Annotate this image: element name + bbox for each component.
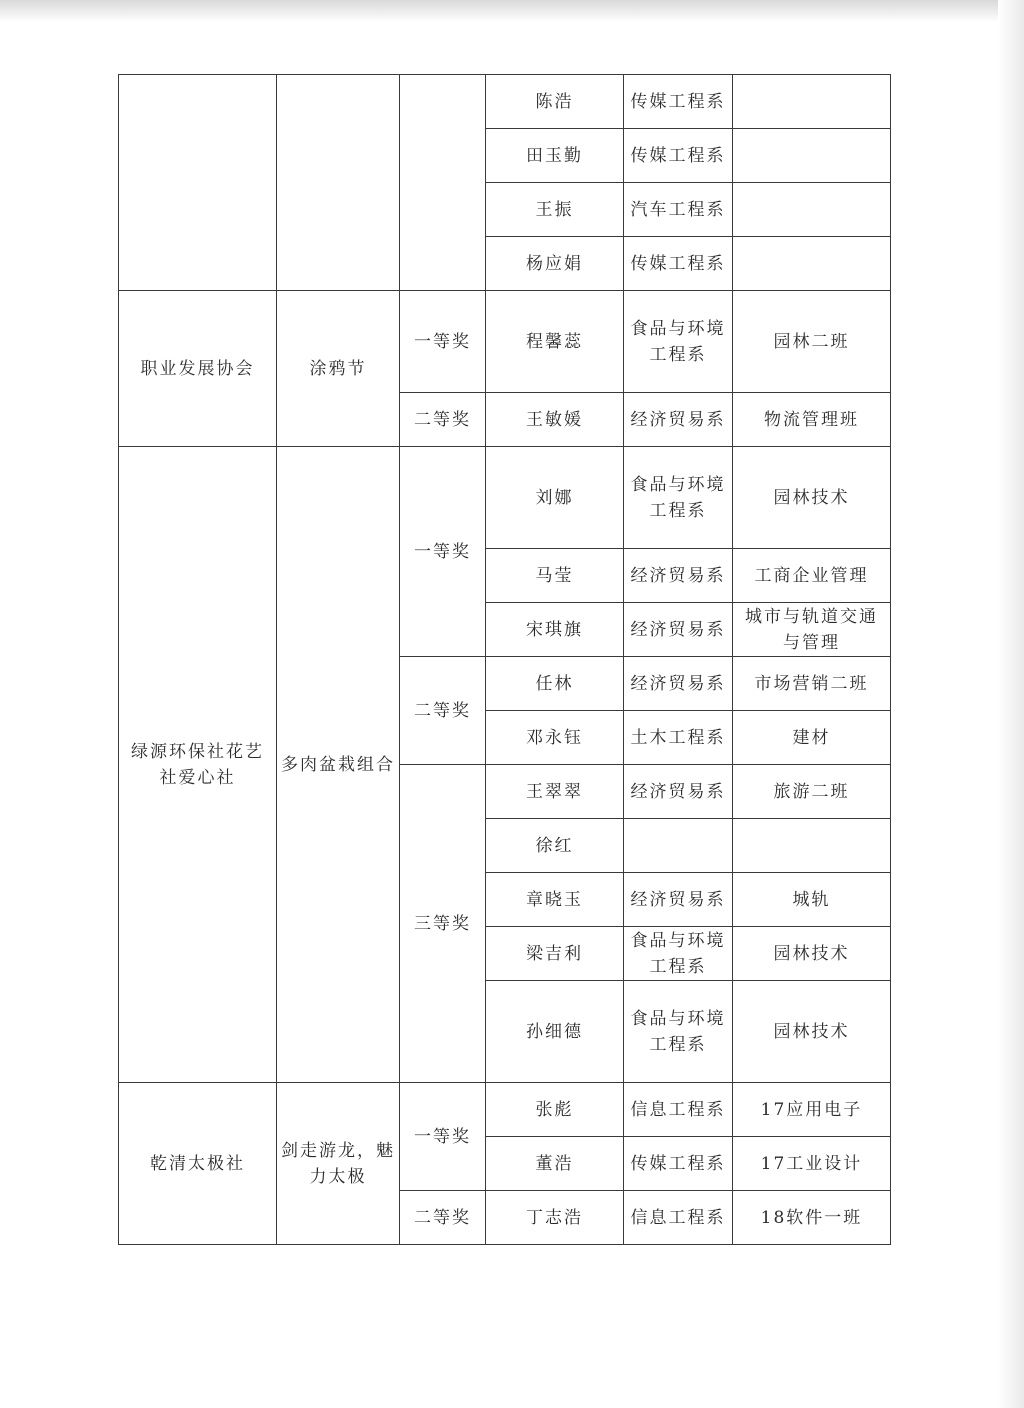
winner-name: 张彪 [486, 1083, 624, 1137]
award-table [118, 74, 891, 1245]
class-cell [733, 75, 891, 129]
winner-name: 章晓玉 [486, 873, 624, 927]
department-cell: 经济贸易系 [624, 765, 733, 819]
class-cell: 18软件一班 [733, 1191, 891, 1245]
class-cell: 物流管理班 [733, 393, 891, 447]
winner-name: 杨应娟 [486, 237, 624, 291]
club-cell: 乾清太极社 [119, 1083, 277, 1245]
department-cell: 汽车工程系 [624, 183, 733, 237]
activity-cell: 剑走游龙，魅力太极 [277, 1083, 400, 1245]
activity-cell: 多肉盆栽组合 [277, 447, 400, 1083]
table-row [119, 75, 891, 129]
table-row [119, 1083, 891, 1137]
department-cell: 食品与环境工程系 [624, 291, 733, 393]
department-cell: 信息工程系 [624, 1083, 733, 1137]
winner-name: 董浩 [486, 1137, 624, 1191]
department-cell: 食品与环境工程系 [624, 981, 733, 1083]
department-cell: 食品与环境工程系 [624, 447, 733, 549]
club-cell [119, 75, 277, 291]
class-cell [733, 819, 891, 873]
winner-name: 宋琪旗 [486, 603, 624, 657]
award-cell [400, 75, 486, 291]
winner-name: 孙细德 [486, 981, 624, 1083]
department-cell: 信息工程系 [624, 1191, 733, 1245]
winner-name: 任林 [486, 657, 624, 711]
department-cell: 土木工程系 [624, 711, 733, 765]
winner-name: 陈浩 [486, 75, 624, 129]
winner-name: 王振 [486, 183, 624, 237]
scan-top-shadow [0, 0, 1024, 22]
class-cell: 城市与轨道交通与管理 [733, 603, 891, 657]
club-cell: 绿源环保社花艺社爱心社 [119, 447, 277, 1083]
class-cell: 建材 [733, 711, 891, 765]
class-cell [733, 129, 891, 183]
winner-name: 梁吉利 [486, 927, 624, 981]
winner-name: 马莹 [486, 549, 624, 603]
department-cell: 传媒工程系 [624, 75, 733, 129]
award-cell: 二等奖 [400, 1191, 486, 1245]
class-cell: 17工业设计 [733, 1137, 891, 1191]
department-cell: 经济贸易系 [624, 657, 733, 711]
department-cell: 经济贸易系 [624, 873, 733, 927]
award-cell: 一等奖 [400, 447, 486, 657]
department-cell: 传媒工程系 [624, 237, 733, 291]
class-cell: 旅游二班 [733, 765, 891, 819]
award-cell: 一等奖 [400, 1083, 486, 1191]
award-cell: 三等奖 [400, 765, 486, 1083]
department-cell: 经济贸易系 [624, 549, 733, 603]
class-cell: 17应用电子 [733, 1083, 891, 1137]
award-cell: 二等奖 [400, 657, 486, 765]
award-cell: 一等奖 [400, 291, 486, 393]
department-cell: 食品与环境工程系 [624, 927, 733, 981]
class-cell: 市场营销二班 [733, 657, 891, 711]
winner-name: 刘娜 [486, 447, 624, 549]
club-cell: 职业发展协会 [119, 291, 277, 447]
class-cell [733, 183, 891, 237]
department-cell: 经济贸易系 [624, 393, 733, 447]
table-row [119, 447, 891, 549]
winner-name: 丁志浩 [486, 1191, 624, 1245]
winner-name: 田玉勤 [486, 129, 624, 183]
department-cell: 传媒工程系 [624, 129, 733, 183]
class-cell: 园林技术 [733, 447, 891, 549]
department-cell [624, 819, 733, 873]
class-cell: 工商企业管理 [733, 549, 891, 603]
winner-name: 王翠翠 [486, 765, 624, 819]
class-cell: 园林二班 [733, 291, 891, 393]
winner-name: 邓永钰 [486, 711, 624, 765]
winner-name: 王敏媛 [486, 393, 624, 447]
class-cell [733, 237, 891, 291]
department-cell: 传媒工程系 [624, 1137, 733, 1191]
scan-right-edge [998, 0, 1024, 1408]
activity-cell [277, 75, 400, 291]
winner-name: 程馨蕊 [486, 291, 624, 393]
activity-cell: 涂鸦节 [277, 291, 400, 447]
class-cell: 城轨 [733, 873, 891, 927]
department-cell: 经济贸易系 [624, 603, 733, 657]
winner-name: 徐红 [486, 819, 624, 873]
class-cell: 园林技术 [733, 927, 891, 981]
class-cell: 园林技术 [733, 981, 891, 1083]
table-row [119, 291, 891, 393]
award-cell: 二等奖 [400, 393, 486, 447]
